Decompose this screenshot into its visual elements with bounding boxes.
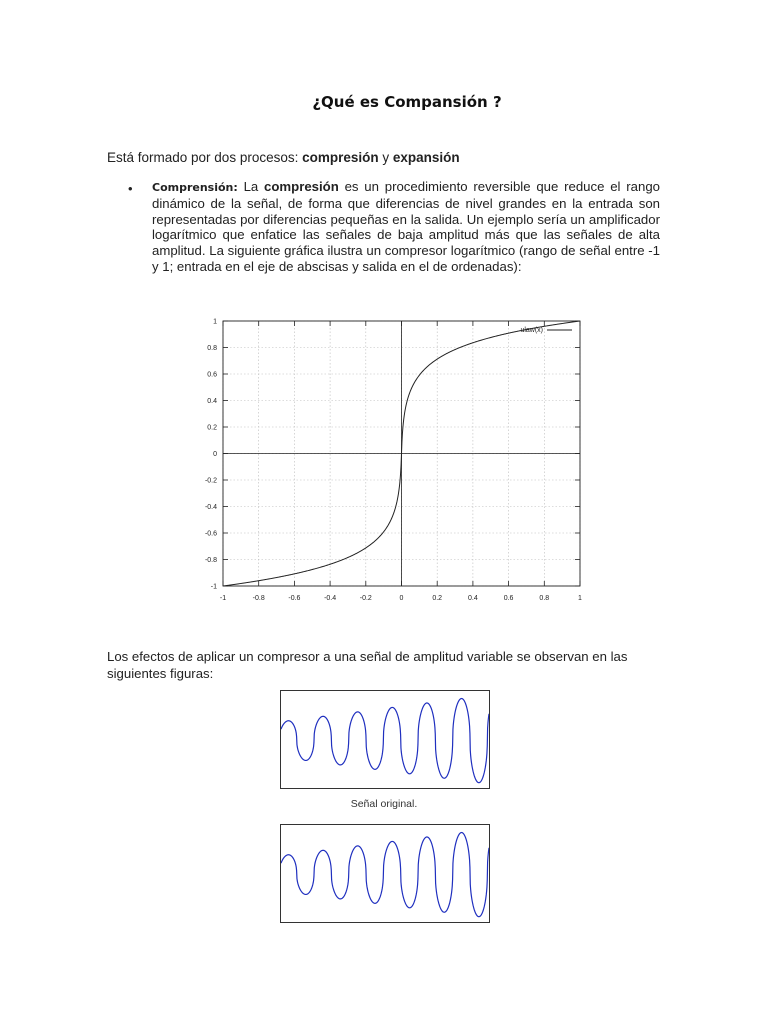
- compression-paragraph: [152, 179, 660, 275]
- intro-term-compression: compresión: [302, 150, 379, 165]
- bullet-text-2: es un procedimiento reversible que reduce el: [338, 179, 627, 194]
- bullet-bold-dynamic-range: rango dinámico: [152, 179, 661, 211]
- x-tick-label: 0.4: [468, 595, 478, 602]
- intro-term-expansion: expansión: [392, 150, 460, 165]
- y-tick-label: 0.8: [207, 345, 217, 352]
- bullet-marker: •: [128, 181, 133, 196]
- y-tick-label: 0.2: [207, 424, 217, 432]
- x-tick-label: 1: [578, 595, 582, 602]
- signal-waveform: [281, 833, 489, 917]
- original-signal-plot: [280, 690, 490, 789]
- bullet-text-3: de la señal, de forma que diferencias de nivel grandes en la entrada son representadas por diferencias pequeñas en la salida. Un ejemplo sería un amplificador logarítmico que enfatice las señales de baja amplitud más que las señales de alta amplitud. La siguiente gráfica ilustra un compresor logarítmico (rango de señal entre -1 y 1; entrada en el eje de abscisas y salida en el de ordenadas):: [152, 195, 660, 274]
- ulaw-compressor-chart: [195, 312, 595, 607]
- intro-mid: y: [378, 150, 393, 165]
- x-tick-label: -0.6: [288, 595, 301, 602]
- x-tick-label: 0.2: [432, 595, 443, 602]
- x-tick-label: 0.8: [539, 595, 550, 602]
- y-tick-label: 1: [213, 318, 217, 326]
- y-tick-label: 0.6: [207, 371, 217, 379]
- bullet-bold-compression: compresión: [264, 179, 339, 194]
- bullet-text-1: La: [237, 179, 265, 194]
- intro-prefix: Está formado por dos procesos:: [107, 150, 303, 165]
- y-tick-label: 0: [213, 451, 217, 458]
- y-tick-label: -0.8: [204, 557, 217, 564]
- y-tick-label: -0.4: [204, 504, 217, 511]
- x-tick-label: 0.6: [503, 595, 514, 602]
- intro-paragraph: [107, 150, 460, 165]
- legend-label: ulaw(x): [520, 327, 543, 334]
- x-tick-label: -0.4: [324, 595, 337, 602]
- bullet-term: Comprensión:: [152, 181, 238, 194]
- y-tick-label: -1: [210, 583, 217, 591]
- page-title: ¿Qué es Compansión ?: [312, 93, 502, 111]
- y-tick-label: 0.4: [207, 398, 217, 405]
- y-tick-label: -0.6: [204, 530, 217, 538]
- signal-waveform: [281, 699, 489, 783]
- x-tick-label: -0.2: [359, 595, 372, 602]
- x-tick-label: -1: [219, 595, 227, 602]
- compressed-signal-plot: [280, 824, 490, 923]
- x-tick-label: -0.8: [252, 595, 265, 602]
- effects-paragraph: Los efectos de aplicar un compresor a una señal de amplitud variable se observan en las siguientes figuras:: [107, 649, 628, 681]
- y-tick-label: -0.2: [204, 477, 217, 485]
- original-signal-caption: Señal original.: [350, 798, 418, 810]
- x-tick-label: 0: [399, 595, 404, 602]
